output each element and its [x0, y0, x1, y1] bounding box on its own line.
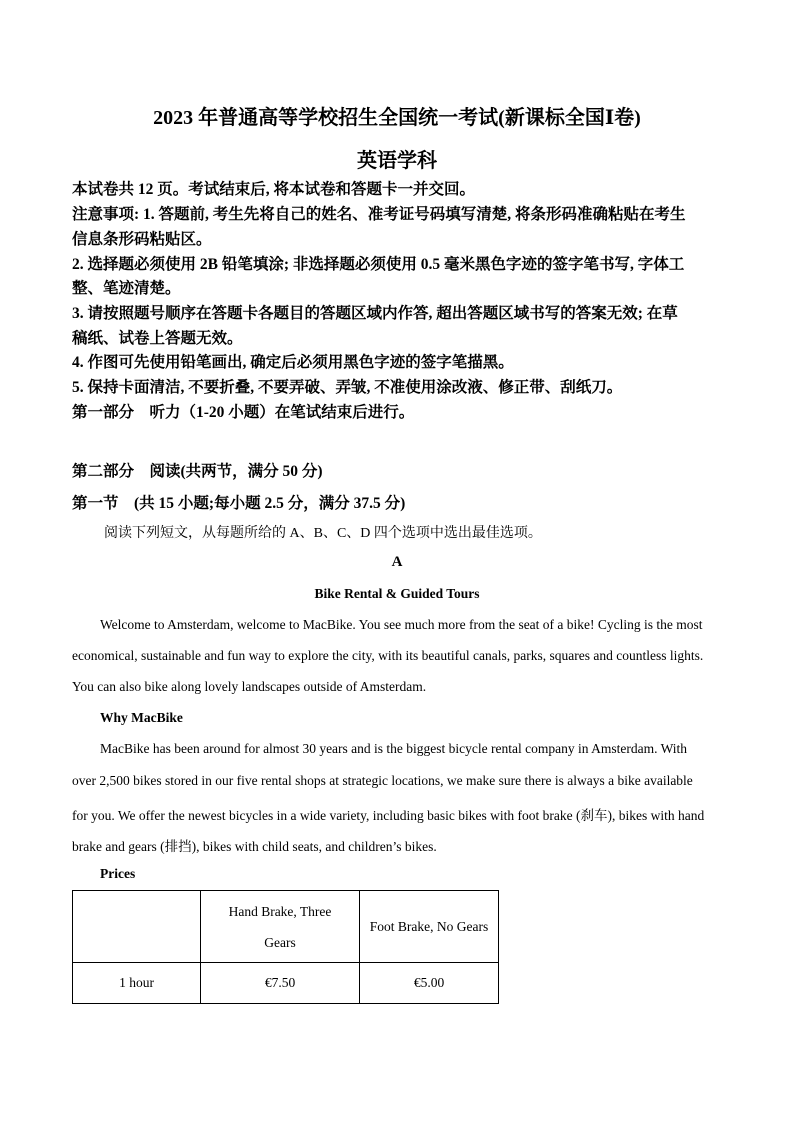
table-row: [73, 963, 499, 1004]
prices-table: [72, 890, 499, 1004]
instruction-line: 第一部分 听力（1-20 小题）在笔试结束后进行。: [72, 404, 415, 421]
instruction-line: 2. 选择题必须使用 2B 铅笔填涂; 非选择题必须使用 0.5 毫米黑色字迹的签字笔书写, 字体工: [72, 256, 685, 273]
paragraph-line: over 2,500 bikes stored in our five rental shops at strategic locations, we make sure there is always a bike available: [72, 773, 693, 788]
table-header-cell: [201, 891, 360, 963]
prices-heading: Prices: [100, 866, 136, 881]
section1-heading: 第一节 (共 15 小题;每小题 2.5 分，满分 37.5 分): [72, 495, 406, 512]
instruction-line: 3. 请按照题号顺序在答题卡各题目的答题区域内作答, 超出答题区域书写的答案无效; 在草: [72, 305, 678, 322]
table-header-row: [73, 891, 499, 963]
paragraph-line: You can also bike along lovely landscapes outside of Amsterdam.: [72, 679, 427, 694]
why-macbike-heading: Why MacBike: [100, 710, 183, 725]
instruction-line: 5. 保持卡面清洁, 不要折叠, 不要弄破、弄皱, 不准使用涂改液、修正带、刮纸刀。: [72, 379, 623, 396]
paragraph-line: MacBike has been around for almost 30 years and is the biggest bicycle rental company in Amsterdam. With: [100, 741, 688, 756]
table-cell-price: €7.50: [201, 963, 360, 1004]
table-header-cell: Foot Brake, No Gears: [360, 891, 499, 963]
exam-title: 2023 年普通高等学校招生全国统一考试(新课标全国Ⅰ卷): [153, 107, 641, 129]
table-cell-duration: 1 hour: [73, 963, 201, 1004]
header-hand-brake: Hand Brake, Three Gears: [228, 903, 332, 950]
instruction-line: 本试卷共 12 页。考试结束后, 将本试卷和答题卡一并交回。: [72, 181, 476, 198]
instruction-line: 稿纸、试卷上答题无效。: [72, 330, 243, 347]
subject-title: 英语学科: [357, 150, 437, 172]
reading-directions: 阅读下列短文，从每题所给的 A、B、C、D 四个选项中选出最佳选项。: [104, 526, 542, 541]
paragraph-line: for you. We offer the newest bicycles in a wide variety, including basic bikes with foot brake (刹车), bikes with hand: [72, 808, 705, 823]
table-cell-price: €5.00: [360, 963, 499, 1004]
table-header-cell: [73, 891, 201, 963]
part2-heading: 第二部分 阅读(共两节，满分 50 分): [72, 463, 323, 480]
paragraph-line: economical, sustainable and fun way to explore the city, with its beautiful canals, parks, squares and countless lights.: [72, 648, 704, 663]
paragraph-line: Welcome to Amsterdam, welcome to MacBike. You see much more from the seat of a bike! Cycling is the most: [100, 617, 703, 632]
instruction-line: 信息条形码粘贴区。: [72, 231, 212, 248]
paragraph-line: brake and gears (排挡), bikes with child seats, and children’s bikes.: [72, 839, 437, 854]
passage-title: Bike Rental & Guided Tours: [314, 586, 480, 601]
instruction-line: 4. 作图可先使用铅笔画出, 确定后必须用黑色字迹的签字笔描黑。: [72, 354, 514, 371]
instruction-line: 注意事项: 1. 答题前, 考生先将自己的姓名、准考证号码填写清楚, 将条形码准确粘贴在考生: [72, 206, 686, 223]
passage-letter: A: [391, 554, 403, 570]
instruction-line: 整、笔迹清楚。: [72, 280, 181, 297]
